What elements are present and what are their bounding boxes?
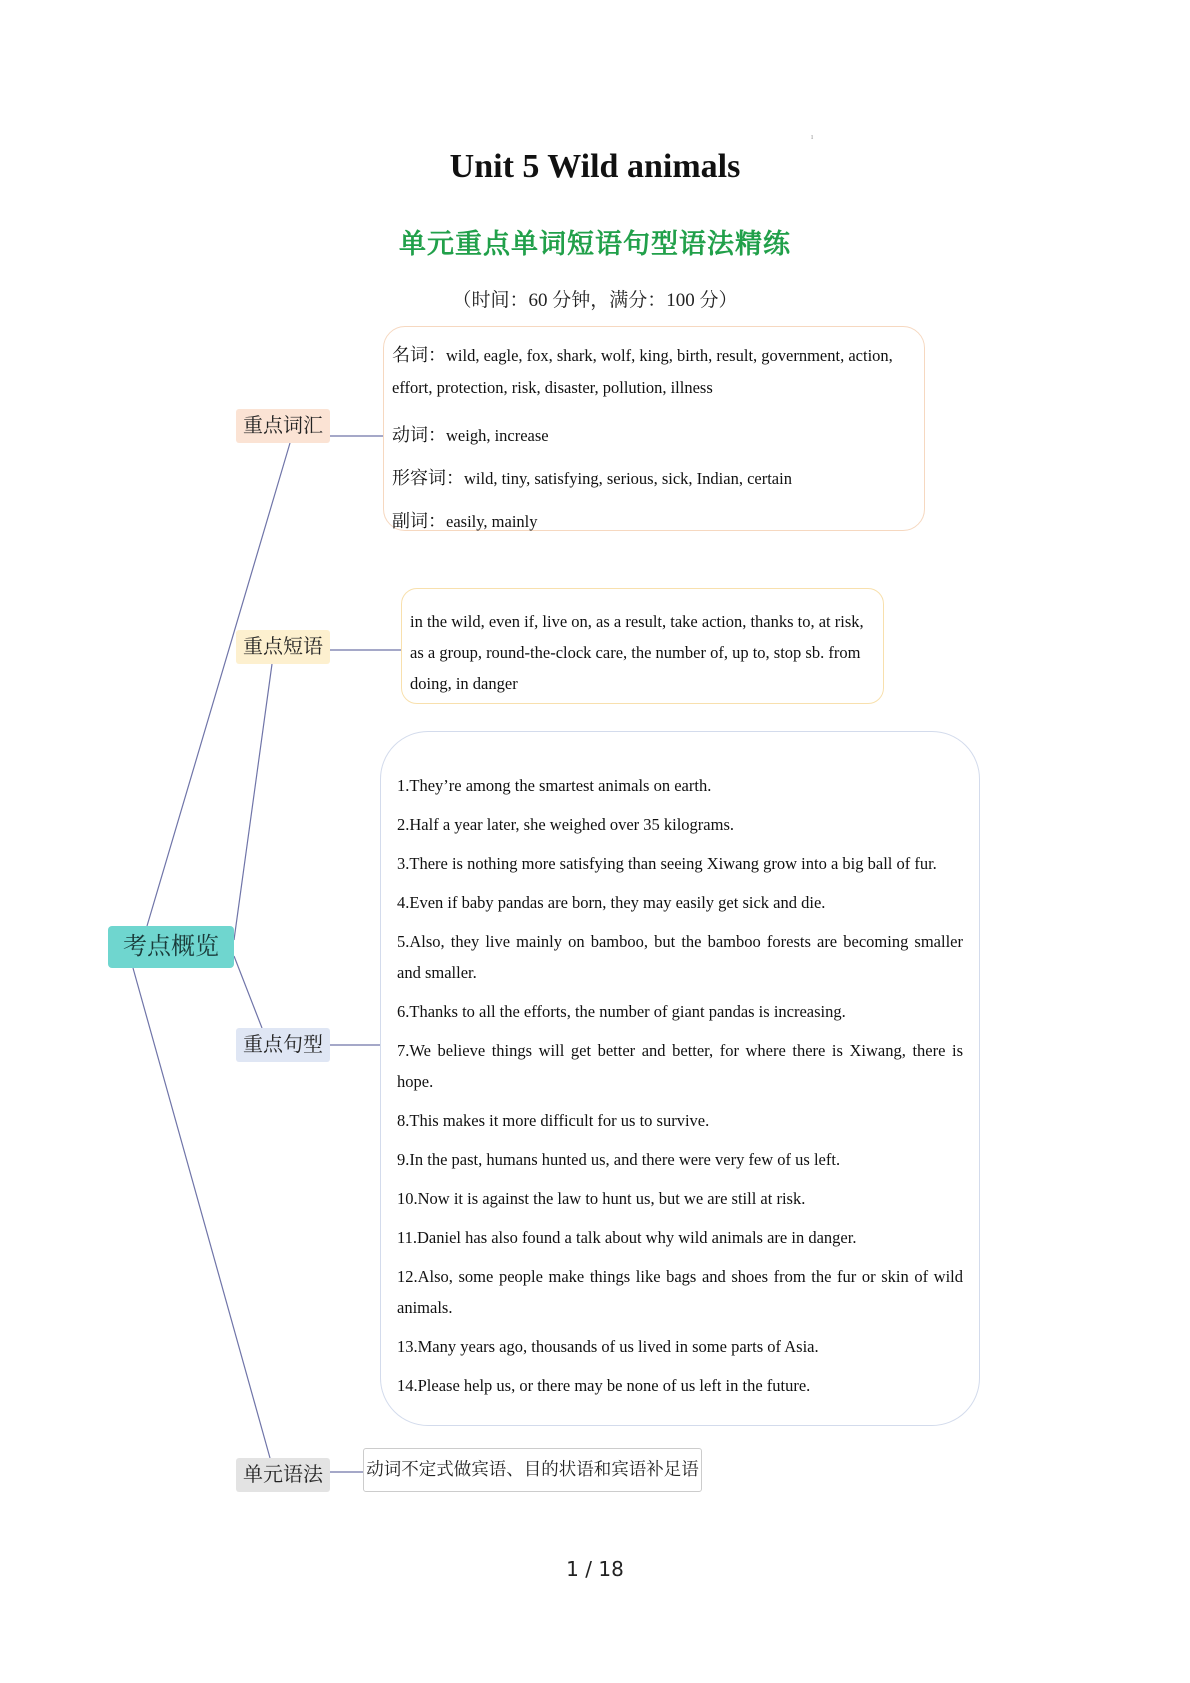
connector-root-phrase	[234, 664, 272, 940]
mindmap-root: 考点概览	[108, 926, 234, 968]
adjectives-line	[392, 457, 916, 500]
phrases-text: in the wild, even if, live on, as a result, take action, thanks to, at risk, as a group, round-the-clock care, the number of, up to, stop sb. from doing, in danger	[410, 612, 864, 693]
sentence-item: 11.Daniel has also found a talk about why wild animals are in danger.	[397, 1228, 857, 1247]
branch-key-sentences: 重点句型	[236, 1028, 330, 1062]
verbs-label: 动词：	[392, 425, 446, 445]
sentences-box	[380, 731, 980, 1426]
sentence-item: 12.Also, some people make things like bags and shoes from the fur or skin of wild animals.	[397, 1267, 963, 1317]
sentence-item: 13.Many years ago, thousands of us lived in some parts of Asia.	[397, 1337, 819, 1356]
sentence-item: 7.We believe things will get better and better, for where there is Xiwang, there is hope.	[397, 1041, 963, 1091]
grammar-box	[363, 1448, 702, 1492]
sentence-item: 5.Also, they live mainly on bamboo, but the bamboo forests are becoming smaller and smaller.	[397, 932, 963, 982]
sentence-item: 2.Half a year later, she weighed over 35 kilograms.	[397, 815, 735, 834]
sentence-item: 8.This makes it more difficult for us to survive.	[397, 1111, 710, 1130]
page-number: 1 / 18	[566, 1557, 624, 1581]
sentence-item: 4.Even if baby pandas are born, they may easily get sick and die.	[397, 893, 826, 912]
branch-key-phrases: 重点短语	[236, 630, 330, 664]
branch-unit-grammar: 单元语法	[236, 1458, 330, 1492]
adjectives-label: 形容词：	[392, 468, 464, 488]
adverbs-text: easily, mainly	[446, 512, 538, 531]
vocabulary-box	[383, 326, 925, 531]
connector-root-vocab	[147, 443, 290, 926]
nouns-line	[392, 339, 916, 404]
time-note: （时间：60 分钟，满分：100 分）	[452, 290, 738, 311]
adverbs-line	[392, 500, 916, 543]
phrases-box	[401, 588, 884, 704]
page-title: Unit 5 Wild animals	[449, 148, 741, 185]
sentence-item: 3.There is nothing more satisfying than seeing Xiwang grow into a big ball of fur.	[397, 854, 937, 873]
connector-root-sentences	[234, 956, 262, 1028]
adjectives-text: wild, tiny, satisfying, serious, sick, Indian, certain	[464, 469, 792, 488]
nouns-label: 名词：	[392, 345, 446, 365]
sentence-item: 1.They’re among the smartest animals on earth.	[397, 776, 712, 795]
adverbs-label: 副词：	[392, 511, 446, 531]
sentence-item: 9.In the past, humans hunted us, and there were very few of us left.	[397, 1150, 841, 1169]
grammar-text: 动词不定式做宾语、目的状语和宾语补足语	[366, 1459, 699, 1479]
verbs-line	[392, 414, 916, 457]
sentence-item: 14.Please help us, or there may be none of us left in the future.	[397, 1376, 811, 1395]
sentence-item: 6.Thanks to all the efforts, the number of giant pandas is increasing.	[397, 1002, 846, 1021]
stray-mark: ı	[811, 132, 814, 141]
sentence-item: 10.Now it is against the law to hunt us, but we are still at risk.	[397, 1189, 806, 1208]
page-subtitle: 单元重点单词短语句型语法精练	[399, 229, 791, 259]
branch-key-vocabulary: 重点词汇	[236, 409, 330, 443]
verbs-text: weigh, increase	[446, 426, 549, 445]
nouns-text: wild, eagle, fox, shark, wolf, king, birth, result, government, action, effort, protection, risk, disaster, pollution, illness	[392, 346, 893, 397]
